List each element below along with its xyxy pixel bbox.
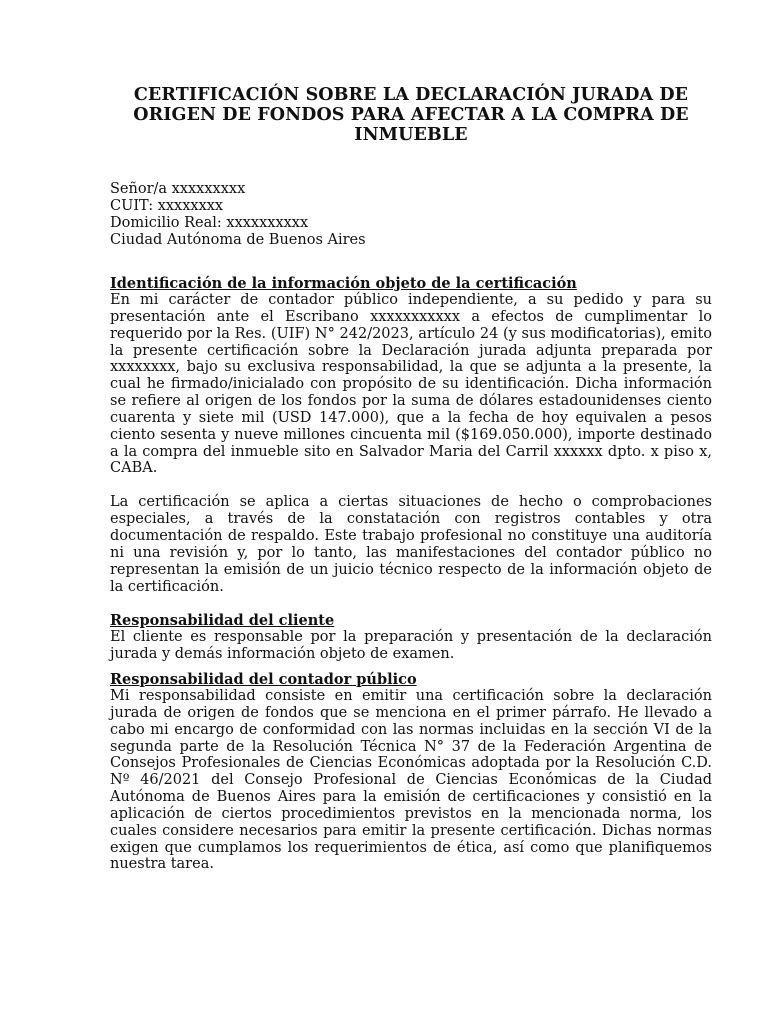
section-heading-responsabilidad-cliente: Responsabilidad del cliente [110,612,335,630]
recipient-city: Ciudad Autónoma de Buenos Aires [110,232,366,248]
recipient-block [110,181,712,249]
document-title: CERTIFICACIÓN SOBRE LA DECLARACIÓN JURADA DE ORIGEN DE FONDOS PARA AFECTAR A LA COMPRA DE INMUEBLE [133,85,689,145]
recipient-name: Señor/a xxxxxxxxx [110,181,246,197]
paragraph-responsabilidad-cliente: El cliente es responsable por la preparación y presentación de la declaración jurada y demás información objeto de examen. [110,629,712,663]
section-heading-identificacion: Identificación de la información objeto de la certificación [110,275,577,292]
paragraph-responsabilidad-contador: Mi responsabilidad consiste en emitir una certificación sobre la declaración jurada de origen de fondos que se menciona en el primer párrafo. He llevado a cabo mi encargo de conformidad con las normas incluidas en la sección VI de la segunda parte de la Resolución Técnica N° 37 de la Federación Argentina de Consejos Profesionales de Ciencias Económicas adoptada por la Resolución C.D. Nº 46/2021 del Consejo Profesional de Ciencias Económicas de la Ciudad Autónoma de Buenos Aires para la emisión de certificaciones y consistió en la aplicación de ciertos procedimientos previstos en la mencionada norma, los cuales considere necesarios para emitir la presente certificación. Dichas normas exigen que cumplamos los requerimientos de ética, así como que planifiquemos nuestra tarea. [110,688,712,873]
recipient-address: Domicilio Real: xxxxxxxxxx [110,215,309,231]
recipient-cuit: CUIT: xxxxxxxx [110,198,224,214]
paragraph-identificacion-1: En mi carácter de contador público independiente, a su pedido y para su presentación ante el Escribano xxxxxxxxxxx a efectos de cumplimentar lo requerido por la Res. (UIF) N° 242/2023, artículo 24 (y sus modificatorias), emito la presente certificación sobre la Declaración jurada adjunta preparada por xxxxxxxx, bajo su exclusiva responsabilidad, la que se adjunta a la presente, la cual he firmado/inicialado con propósito de su identificación. Dicha información se refiere al origen de los fondos por la suma de dólares estadounidenses ciento cuarenta y siete mil (USD 147.000), que a la fecha de hoy equivalen a pesos ciento sesenta y nueve millones cincuenta mil ($169.050.000), importe destinado a la compra del inmueble sito en Salvador Maria del Carril xxxxxx dpto. x piso x, CABA. [110,292,712,477]
paragraph-identificacion-2: La certificación se aplica a ciertas situaciones de hecho o comprobaciones especiales, a través de la constatación con registros contables y otra documentación de respaldo. Este trabajo profesional no constituye una auditoría ni una revisión y, por lo tanto, las manifestaciones del contador público no representan la emisión de un juicio técnico respecto de la información objeto de la certificación. [110,494,712,595]
document-page [110,85,712,873]
section-heading-responsabilidad-contador: Responsabilidad del contador público [110,671,417,689]
